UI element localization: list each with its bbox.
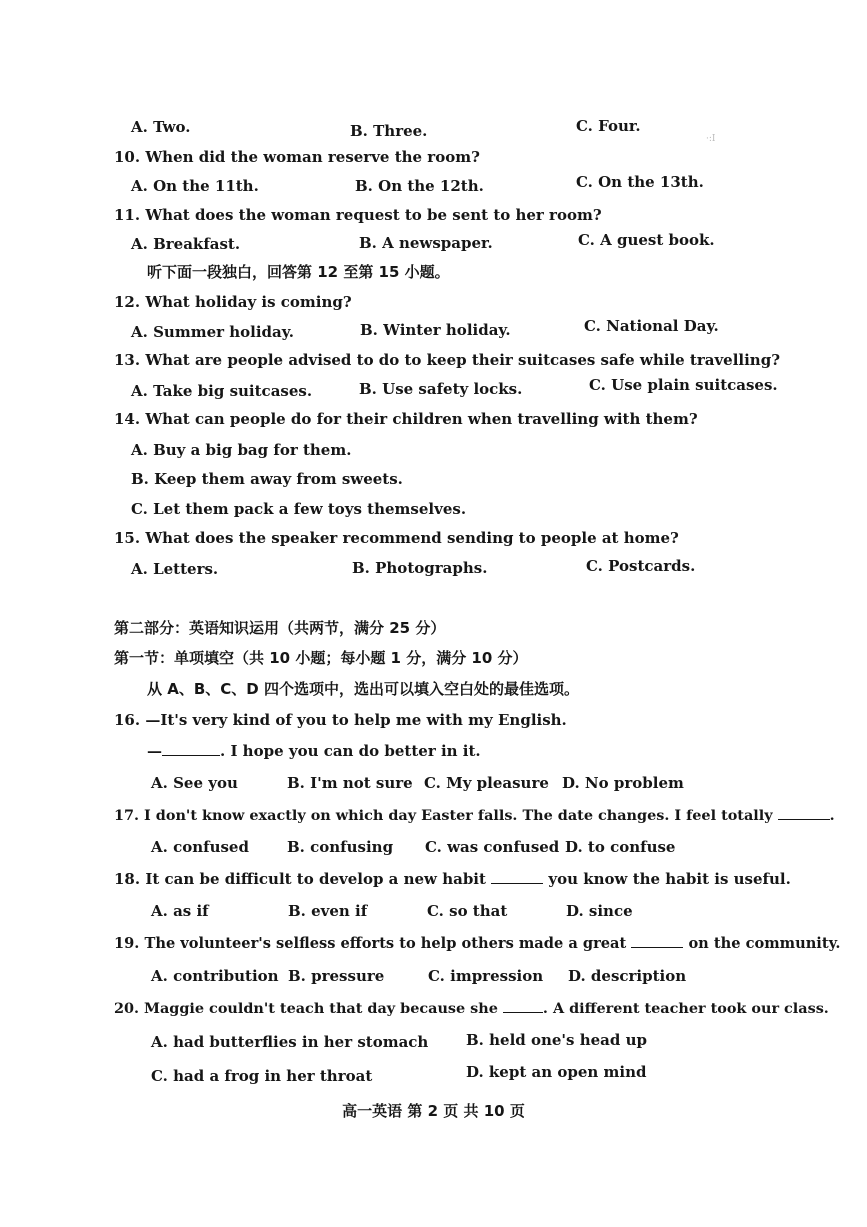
q13-option-c: C. Use plain suitcases. [589,376,778,394]
q16-reply-text: . I hope you can do better in it. [220,742,481,760]
q15-stem: 15. What does the speaker recommend sending to people at home? [114,529,679,547]
q10-option-c: C. On the 13th. [576,173,704,191]
q14-option-c: C. Let them pack a few toys themselves. [131,500,467,518]
q11-option-c: C. A guest book. [578,231,715,249]
q12-stem: 12. What holiday is coming? [114,293,352,311]
q20-option-d: D. kept an open mind [466,1063,647,1081]
q18-option-a: A. as if [151,902,209,920]
q14-stem: 14. What can people do for their children when travelling with them? [114,410,698,428]
q19-option-b: B. pressure [288,967,385,985]
q13-option-b: B. Use safety locks. [359,380,523,398]
q17-stem-text: 17. I don't know exactly on which day Easter falls. The date changes. I feel totally [114,807,773,824]
q17-answer-blank [778,805,830,820]
q20-option-a: A. had butterflies in her stomach [151,1033,429,1051]
q19-stem-text: 19. The volunteer's selfless efforts to help others made a great [114,935,627,952]
q15-option-c: C. Postcards. [586,557,696,575]
q20-stem [114,998,829,1019]
q18-stem-text: 18. It can be difficult to develop a new habit [114,870,486,888]
q14-option-b: B. Keep them away from sweets. [131,470,403,488]
q18-option-d: D. since [566,902,633,920]
section1-instruction: 从 A、B、C、D 四个选项中，选出可以填入空白处的最佳选项。 [147,680,579,698]
q19-stem [114,933,840,954]
q17-option-a: A. confused [151,838,249,856]
q19-option-d: D. description [568,967,687,985]
q13-option-a: A. Take big suitcases. [131,382,313,400]
q16-option-b: B. I'm not sure [287,774,413,792]
q20-option-c: C. had a frog in her throat [151,1067,373,1085]
q18-option-b: B. even if [288,902,368,920]
q19-stem-end: on the community. [688,935,841,952]
q18-stem [114,869,791,889]
part2-title: 第二部分：英语知识运用（共两节，满分 25 分） [114,619,446,637]
q20-stem-text: 20. Maggie couldn't teach that day because she [114,1000,498,1017]
q15-option-b: B. Photographs. [352,559,488,577]
q16-option-d: D. No problem [562,774,684,792]
q16-reply-dash: — [147,742,162,760]
q12-option-a: A. Summer holiday. [131,323,294,341]
q12-option-c: C. National Day. [584,317,719,335]
q14-option-a: A. Buy a big bag for them. [131,441,352,459]
q16-option-c: C. My pleasure [424,774,549,792]
q17-stem [114,805,835,826]
page-footer: 高一英语 第 2 页 共 10 页 [342,1102,525,1120]
q18-stem-end: you know the habit is useful. [548,870,791,888]
q15-option-a: A. Letters. [131,560,219,578]
q20-stem-end: . A different teacher took our class. [542,1000,829,1017]
q16-option-a: A. See you [151,774,238,792]
q19-option-c: C. impression [428,967,544,985]
q17-option-d: D. to confuse [565,838,676,856]
q18-answer-blank [491,869,543,884]
q18-option-c: C. so that [427,902,508,920]
q11-option-b: B. A newspaper. [359,234,493,252]
q20-answer-blank [503,998,543,1013]
q16-stem: 16. —It's very kind of you to help me with my English. [114,711,567,729]
q19-answer-blank [631,933,683,948]
q9-option-b: B. Three. [350,122,428,140]
q17-option-c: C. was confused [425,838,560,856]
q17-option-b: B. confusing [287,838,394,856]
q11-stem: 11. What does the woman request to be sent to her room? [114,206,602,224]
q10-option-a: A. On the 11th. [131,177,259,195]
q9-option-c: C. Four. [576,117,641,135]
q10-option-b: B. On the 12th. [355,177,484,195]
q16-answer-blank [162,741,220,756]
q16-reply [147,741,481,761]
q11-option-a: A. Breakfast. [131,235,241,253]
q13-stem: 13. What are people advised to do to keep their suitcases safe while travelling? [114,351,780,369]
q20-option-b: B. held one's head up [466,1031,647,1049]
q12-option-b: B. Winter holiday. [360,321,511,339]
q10-stem: 10. When did the woman reserve the room? [114,148,480,166]
section1-title: 第一节：单项填空（共 10 小题；每小题 1 分，满分 10 分） [114,649,528,667]
monologue-instruction: 听下面一段独白，回答第 12 至第 15 小题。 [147,263,450,281]
q17-stem-end: . [829,807,835,824]
scan-speck: ·:I [706,134,716,144]
q19-option-a: A. contribution [151,967,279,985]
q9-option-a: A. Two. [131,118,191,136]
